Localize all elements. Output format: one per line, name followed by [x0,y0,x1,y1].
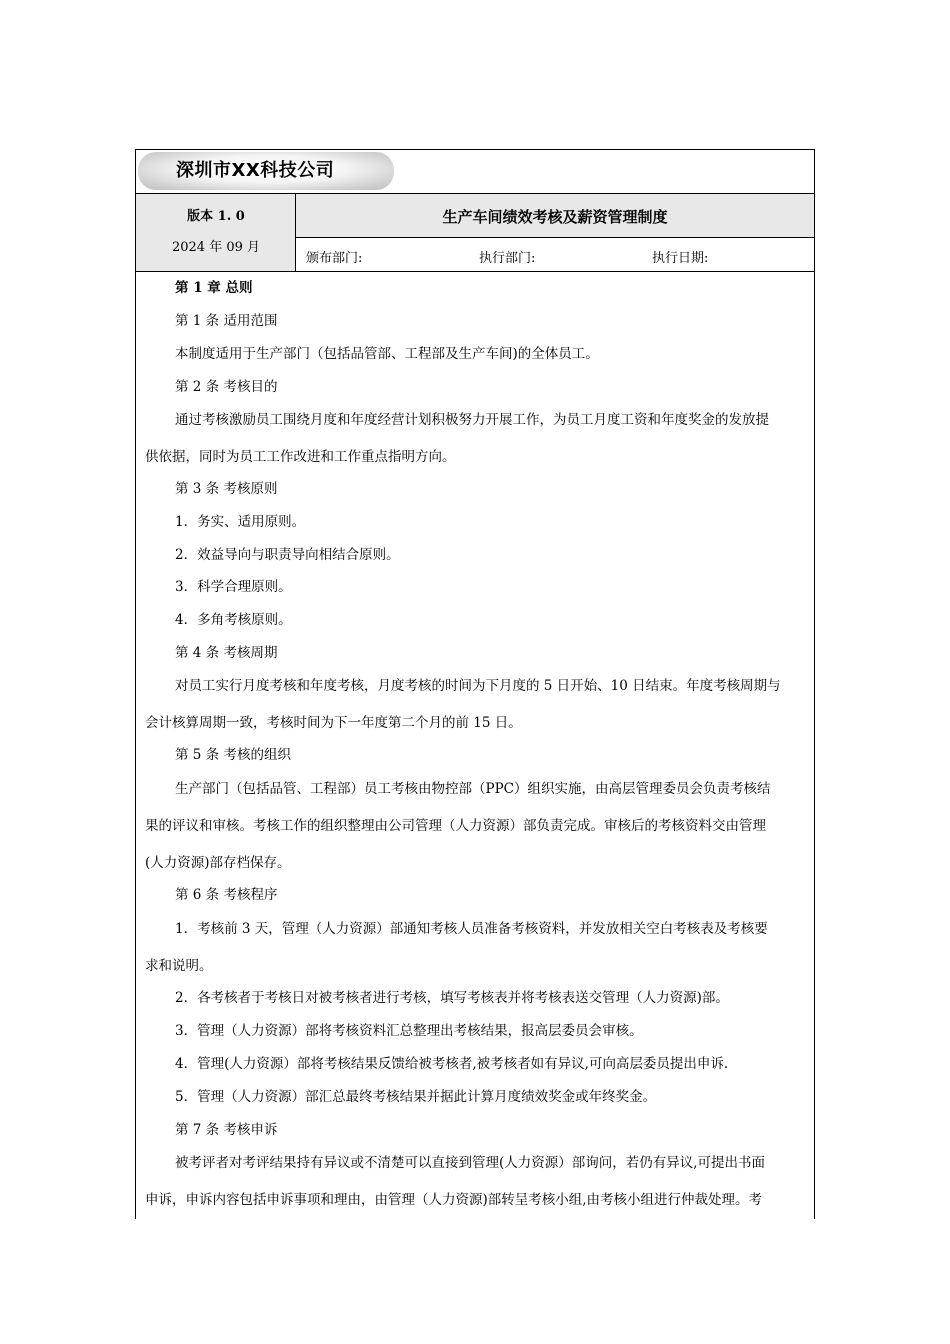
list-item: 4．管理(人力资源）部将考核结果反馈给被考核者,被考核者如有异议,可向高层委员提出申诉. [175,1056,729,1072]
list-item: 5．管理（人力资源）部汇总最终考核结果并据此计算月度绩效奖金或年终奖金。 [175,1089,657,1105]
exec-date-label: 执行日期: [652,251,709,266]
divider [136,271,814,272]
paragraph-line: 供依据，同时为员工工作改进和工作重点指明方向。 [145,449,456,465]
document-frame [135,149,815,1219]
paragraph-line: (人力资源)部存档保存。 [145,855,291,871]
version-cell [136,194,296,271]
article-heading: 第 3 条 考核原则 [175,481,278,497]
article-heading: 第 7 条 考核申诉 [175,1122,278,1138]
divider [296,237,814,238]
info-block [136,194,814,271]
paragraph-line: 会计核算周期一致，考核时间为下一年度第二个月的前 15 日。 [145,715,522,731]
doc-title: 生产车间绩效考核及薪资管理制度 [442,208,668,226]
article-heading: 第 1 条 适用范围 [175,313,278,329]
article-heading: 第 4 条 考核周期 [175,645,278,661]
paragraph-line: 被考评者对考评结果持有异议或不清楚可以直接到管理(人力资源）部询问，若仍有异议,可提出书面 [175,1155,766,1171]
paragraph-line: 申诉，申诉内容包括申诉事项和理由，由管理（人力资源)部转呈考核小组,由考核小组进行仲裁处理。考 [145,1192,763,1208]
paragraph-line: 对员工实行月度考核和年度考核，月度考核的时间为下月度的 5 日开始、10 日结束。年度考核周期与 [175,678,781,694]
company-name: 深圳市XX科技公司 [176,160,335,181]
list-item: 2．各考核者于考核日对被考核者进行考核，填写考核表并将考核表送交管理（人力资源)部。 [175,990,729,1006]
list-item: 1．考核前 3 天，管理（人力资源）部通知考核人员准备考核资料，并发放相关空白考核表及考核要 [175,921,768,937]
list-item: 4．多角考核原则。 [175,612,292,628]
article-heading: 第 2 条 考核目的 [175,379,278,395]
article-heading: 第 5 条 考核的组织 [175,747,291,763]
list-item: 1．务实、适用原则。 [175,514,306,530]
chapter-heading: 第 1 章 总则 [175,280,253,296]
list-item: 2．效益导向与职责导向相结合原则。 [175,547,400,563]
title-row [136,150,814,193]
list-item: 3．科学合理原则。 [175,579,292,595]
version-date: 2024 年 09 月 [171,240,261,255]
exec-dept-label: 执行部门: [479,251,536,266]
company-banner [138,152,394,190]
paragraph-line: 果的评议和审核。考核工作的组织整理由公司管理（人力资源）部负责完成。审核后的考核资料交由管理 [145,818,766,834]
paragraph-line: 通过考核激励员工围绕月度和年度经营计划积极努力开展工作，为员工月度工资和年度奖金的发放提 [175,412,769,428]
paragraph-line: 求和说明。 [145,958,213,974]
doc-title-cell [296,194,814,237]
article-heading: 第 6 条 考核程序 [175,887,278,903]
list-item: 3．管理（人力资源）部将考核资料汇总整理出考核结果，报高层委员会审核。 [175,1023,643,1039]
paragraph-line: 本制度适用于生产部门（包括品管部、工程部及生产车间)的全体员工。 [175,346,599,362]
issuing-dept-label: 颁布部门: [306,251,363,266]
version-label: 版本 1. 0 [187,209,245,224]
paragraph-line: 生产部门（包括品管、工程部）员工考核由物控部（PPC）组织实施，由高层管理委员会负责考核结 [175,781,771,797]
